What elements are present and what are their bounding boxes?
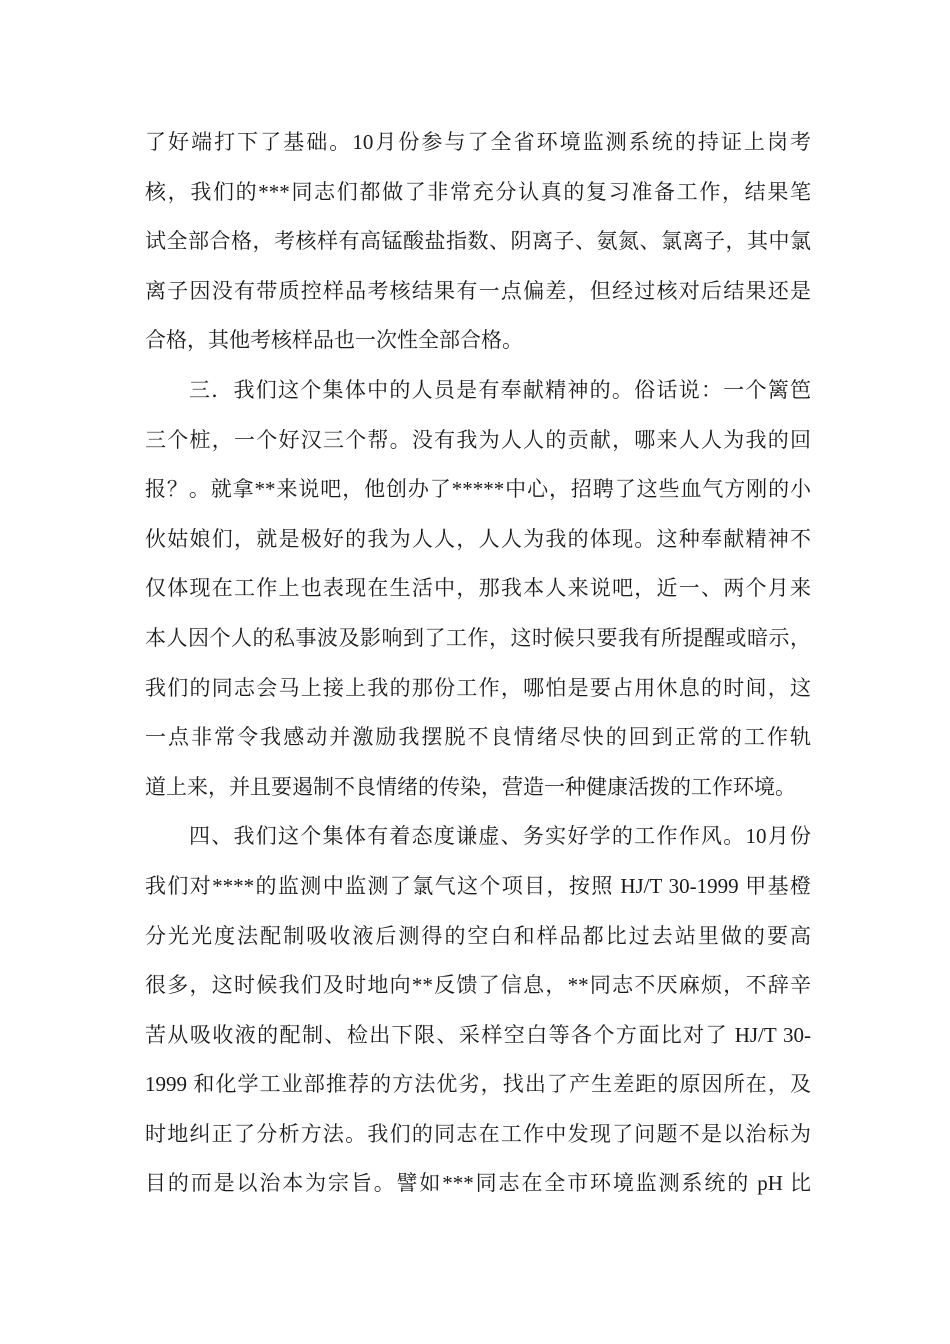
text-line: 试全部合格，考核样有高锰酸盐指数、阴离子、氨氮、氯离子，其中氯 bbox=[145, 229, 811, 254]
document-body bbox=[145, 118, 811, 1209]
paragraph-4-first-line: 四、我们这个集体有着态度谦虚、务实好学的工作作风。10月份 bbox=[189, 824, 811, 849]
text-line: 时地纠正了分析方法。我们的同志在工作中发现了问题不是以治标为 bbox=[145, 1121, 811, 1146]
text-line: 分光光度法配制吸收液后测得的空白和样品都比过去站里做的要高 bbox=[145, 923, 811, 948]
text-line: 一点非常令我感动并激励我摆脱不良情绪尽快的回到正常的工作轨 bbox=[145, 725, 811, 750]
text-line: 离子因没有带质控样品考核结果有一点偏差，但经过核对后结果还是 bbox=[145, 278, 811, 303]
text-line: 报？。就拿**来说吧，他创办了*****中心，招聘了这些血气方刚的小 bbox=[145, 477, 811, 502]
text-line: 三个桩，一个好汉三个帮。没有我为人人的贡献，哪来人人为我的回 bbox=[145, 427, 811, 452]
text-line: 很多，这时候我们及时地向**反馈了信息，**同志不厌麻烦，不辞辛 bbox=[145, 973, 811, 998]
text-line: 伙姑娘们，就是极好的我为人人，人人为我的体现。这种奉献精神不 bbox=[145, 526, 811, 551]
text-line: 1999 和化学工业部推荐的方法优劣，找出了产生差距的原因所在，及 bbox=[145, 1072, 811, 1097]
text-line: 我们的同志会马上接上我的那份工作，哪怕是要占用休息的时间，这 bbox=[145, 675, 811, 700]
text-line: 道上来，并且要遏制不良情绪的传染，营造一种健康活拨的工作环境。 bbox=[145, 774, 796, 799]
text-line: 了好端打下了基础。10月份参与了全省环境监测系统的持证上岗考 bbox=[145, 130, 811, 154]
text-line: 本人因个人的私事波及影响到了工作，这时候只要我有所提醒或暗示， bbox=[145, 625, 811, 650]
text-line: 目的而是以治本为宗旨。譬如***同志在全市环境监测系统的 pH 比 bbox=[145, 1171, 811, 1196]
paragraph-3-first-line: 三．我们这个集体中的人员是有奉献精神的。俗话说：一个篱笆 bbox=[189, 377, 811, 402]
text-line: 苦从吸收液的配制、检出下限、采样空白等各个方面比对了 HJ/T 30- bbox=[145, 1022, 811, 1047]
text-line: 我们对****的监测中监测了氯气这个项目，按照 HJ/T 30-1999 甲基橙 bbox=[145, 873, 811, 898]
text-line: 仅体现在工作上也表现在生活中，那我本人来说吧，近一、两个月来 bbox=[145, 576, 811, 601]
text-line: 合格，其他考核样品也一次性全部合格。 bbox=[145, 328, 523, 353]
text-line: 核，我们的***同志们都做了非常充分认真的复习准备工作，结果笔 bbox=[145, 179, 811, 204]
